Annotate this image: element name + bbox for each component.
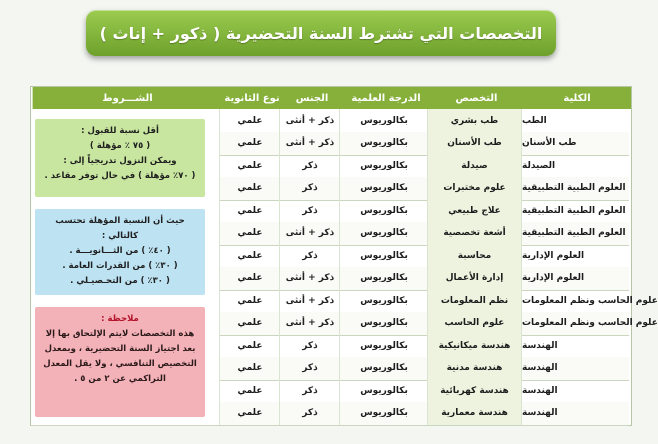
- specialization-cell: هندسة مدنية: [427, 357, 521, 380]
- specialization-cell: علوم مختبرات: [427, 177, 521, 200]
- college-cell: الهندسة: [521, 334, 629, 357]
- degree-cell: بكالوريوس: [339, 379, 428, 402]
- degree-cell: بكالوريوس: [339, 267, 428, 290]
- specialization-cell: نظم المعلومات: [427, 289, 521, 312]
- header-specialization: التخصص: [429, 87, 523, 109]
- header-college: الكلية: [522, 87, 631, 109]
- note-line: أقل نسبة للقبول :: [81, 126, 159, 136]
- school-type-cell: علمي: [219, 357, 280, 380]
- specialization-cell: هندسة ميكانيكية: [427, 334, 521, 357]
- college-cell: العلوم الإدارية: [521, 267, 629, 290]
- school-type-cell: علمي: [219, 334, 280, 357]
- college-cell: الهندسة: [521, 357, 629, 380]
- header-conditions: الشـــروط: [32, 87, 222, 109]
- note-line: ( ٣٠٪ ) من التحـصيـلي .: [70, 276, 170, 286]
- college-cell: العلوم الطبية التطبيقية: [521, 177, 629, 200]
- school-type-cell: علمي: [219, 289, 280, 312]
- school-type-cell: علمي: [219, 132, 280, 155]
- gender-cell: ذكر: [279, 334, 340, 357]
- specialization-cell: طب بشري: [427, 109, 521, 132]
- note-line: حيث أن النسبة المؤهلة تحتسب كالتالي :: [55, 216, 185, 241]
- specialization-cell: صيدلة: [427, 154, 521, 177]
- degree-cell: بكالوريوس: [339, 109, 428, 132]
- note-title: ملاحظة :: [101, 314, 139, 324]
- degree-cell: بكالوريوس: [339, 199, 428, 222]
- college-cell: الطب: [521, 109, 629, 132]
- gender-cell: ذكر + أنثى: [279, 289, 340, 312]
- specialization-cell: علوم الحاسب: [427, 312, 521, 335]
- degree-cell: بكالوريوس: [339, 312, 428, 335]
- header-degree: الدرجة العلمية: [341, 87, 430, 109]
- school-type-cell: علمي: [219, 222, 280, 245]
- degree-cell: بكالوريوس: [339, 132, 428, 155]
- specialization-cell: هندسة معمارية: [427, 402, 521, 425]
- specialization-cell: طب الأسنان: [427, 132, 521, 155]
- specialization-cell: هندسة كهربائية: [427, 379, 521, 402]
- note-line: التخصيص التنافسي ، ولا يقل المعدل: [43, 359, 197, 369]
- degree-cell: بكالوريوس: [339, 222, 428, 245]
- school-type-cell: علمي: [219, 177, 280, 200]
- school-type-cell: علمي: [219, 267, 280, 290]
- gender-cell: ذكر + أنثى: [279, 222, 340, 245]
- gender-cell: ذكر + أنثى: [279, 109, 340, 132]
- note-line: ويمكن النزول تدريجياً إلى :: [63, 156, 177, 166]
- specialization-cell: محاسبة: [427, 244, 521, 267]
- gender-cell: ذكر: [279, 177, 340, 200]
- college-cell: العلوم الإدارية: [521, 244, 629, 267]
- note-line: بعد اجتياز السنة التحضيرية ، وبمعدل: [44, 344, 196, 354]
- note-line: ( ٣٠٪ ) من القدرات العامة .: [62, 261, 178, 271]
- college-cell: العلوم الطبية التطبيقية: [521, 199, 629, 222]
- degree-cell: بكالوريوس: [339, 357, 428, 380]
- college-cell: الهندسة: [521, 379, 629, 402]
- school-type-cell: علمي: [219, 379, 280, 402]
- conditions-column: [31, 109, 219, 425]
- gender-cell: ذكر: [279, 357, 340, 380]
- admission-rate-note: [35, 119, 205, 197]
- note-line: هذه التخصصات لايتم الإلتحاق بها إلا: [45, 329, 195, 339]
- specialization-cell: علاج طبيعي: [427, 199, 521, 222]
- school-type-cell: علمي: [219, 312, 280, 335]
- degree-cell: بكالوريوس: [339, 177, 428, 200]
- gender-cell: ذكر: [279, 199, 340, 222]
- college-cell: الهندسة: [521, 402, 629, 425]
- gender-cell: ذكر: [279, 154, 340, 177]
- school-type-cell: علمي: [219, 109, 280, 132]
- college-cell: العلوم الطبية التطبيقية: [521, 222, 629, 245]
- gender-cell: ذكر + أنثى: [279, 267, 340, 290]
- gender-cell: ذكر + أنثى: [279, 312, 340, 335]
- note-line: التراكمي عن ٢ من ٥ .: [74, 374, 166, 384]
- degree-cell: بكالوريوس: [339, 154, 428, 177]
- college-cell: طب الأسنان: [521, 132, 629, 155]
- specializations-table: [30, 86, 658, 426]
- school-type-cell: علمي: [219, 154, 280, 177]
- college-cell: علوم الحاسب ونظم المعلومات: [521, 312, 629, 335]
- specialization-cell: أشعة تخصصية: [427, 222, 521, 245]
- prep-year-note: [35, 307, 205, 417]
- degree-cell: بكالوريوس: [339, 334, 428, 357]
- gender-cell: ذكر: [279, 244, 340, 267]
- school-type-cell: علمي: [219, 244, 280, 267]
- note-line: ( ٧٥ ٪ مؤهلة ): [89, 141, 151, 151]
- header-school-type: نوع الثانوية: [221, 87, 282, 109]
- note-line: ( ٧٠٪ مؤهلة ) في حال توفر مقاعد .: [44, 171, 196, 181]
- gender-cell: ذكر: [279, 379, 340, 402]
- gender-cell: ذكر: [279, 402, 340, 425]
- college-cell: الصيدلة: [521, 154, 629, 177]
- school-type-cell: علمي: [219, 199, 280, 222]
- weighted-rate-note: [35, 209, 205, 295]
- degree-cell: بكالوريوس: [339, 244, 428, 267]
- specialization-cell: إدارة الأعمال: [427, 267, 521, 290]
- page-title: التخصصات التي تشترط السنة التحضيرية ( ذكور + إناث ): [86, 10, 556, 56]
- note-line: ( ٤٠٪ ) من الثـــانويـــة .: [69, 246, 171, 256]
- school-type-cell: علمي: [219, 402, 280, 425]
- degree-cell: بكالوريوس: [339, 289, 428, 312]
- college-cell: علوم الحاسب ونظم المعلومات: [521, 289, 629, 312]
- header-gender: الجنس: [281, 87, 342, 109]
- gender-cell: ذكر + أنثى: [279, 132, 340, 155]
- degree-cell: بكالوريوس: [339, 402, 428, 425]
